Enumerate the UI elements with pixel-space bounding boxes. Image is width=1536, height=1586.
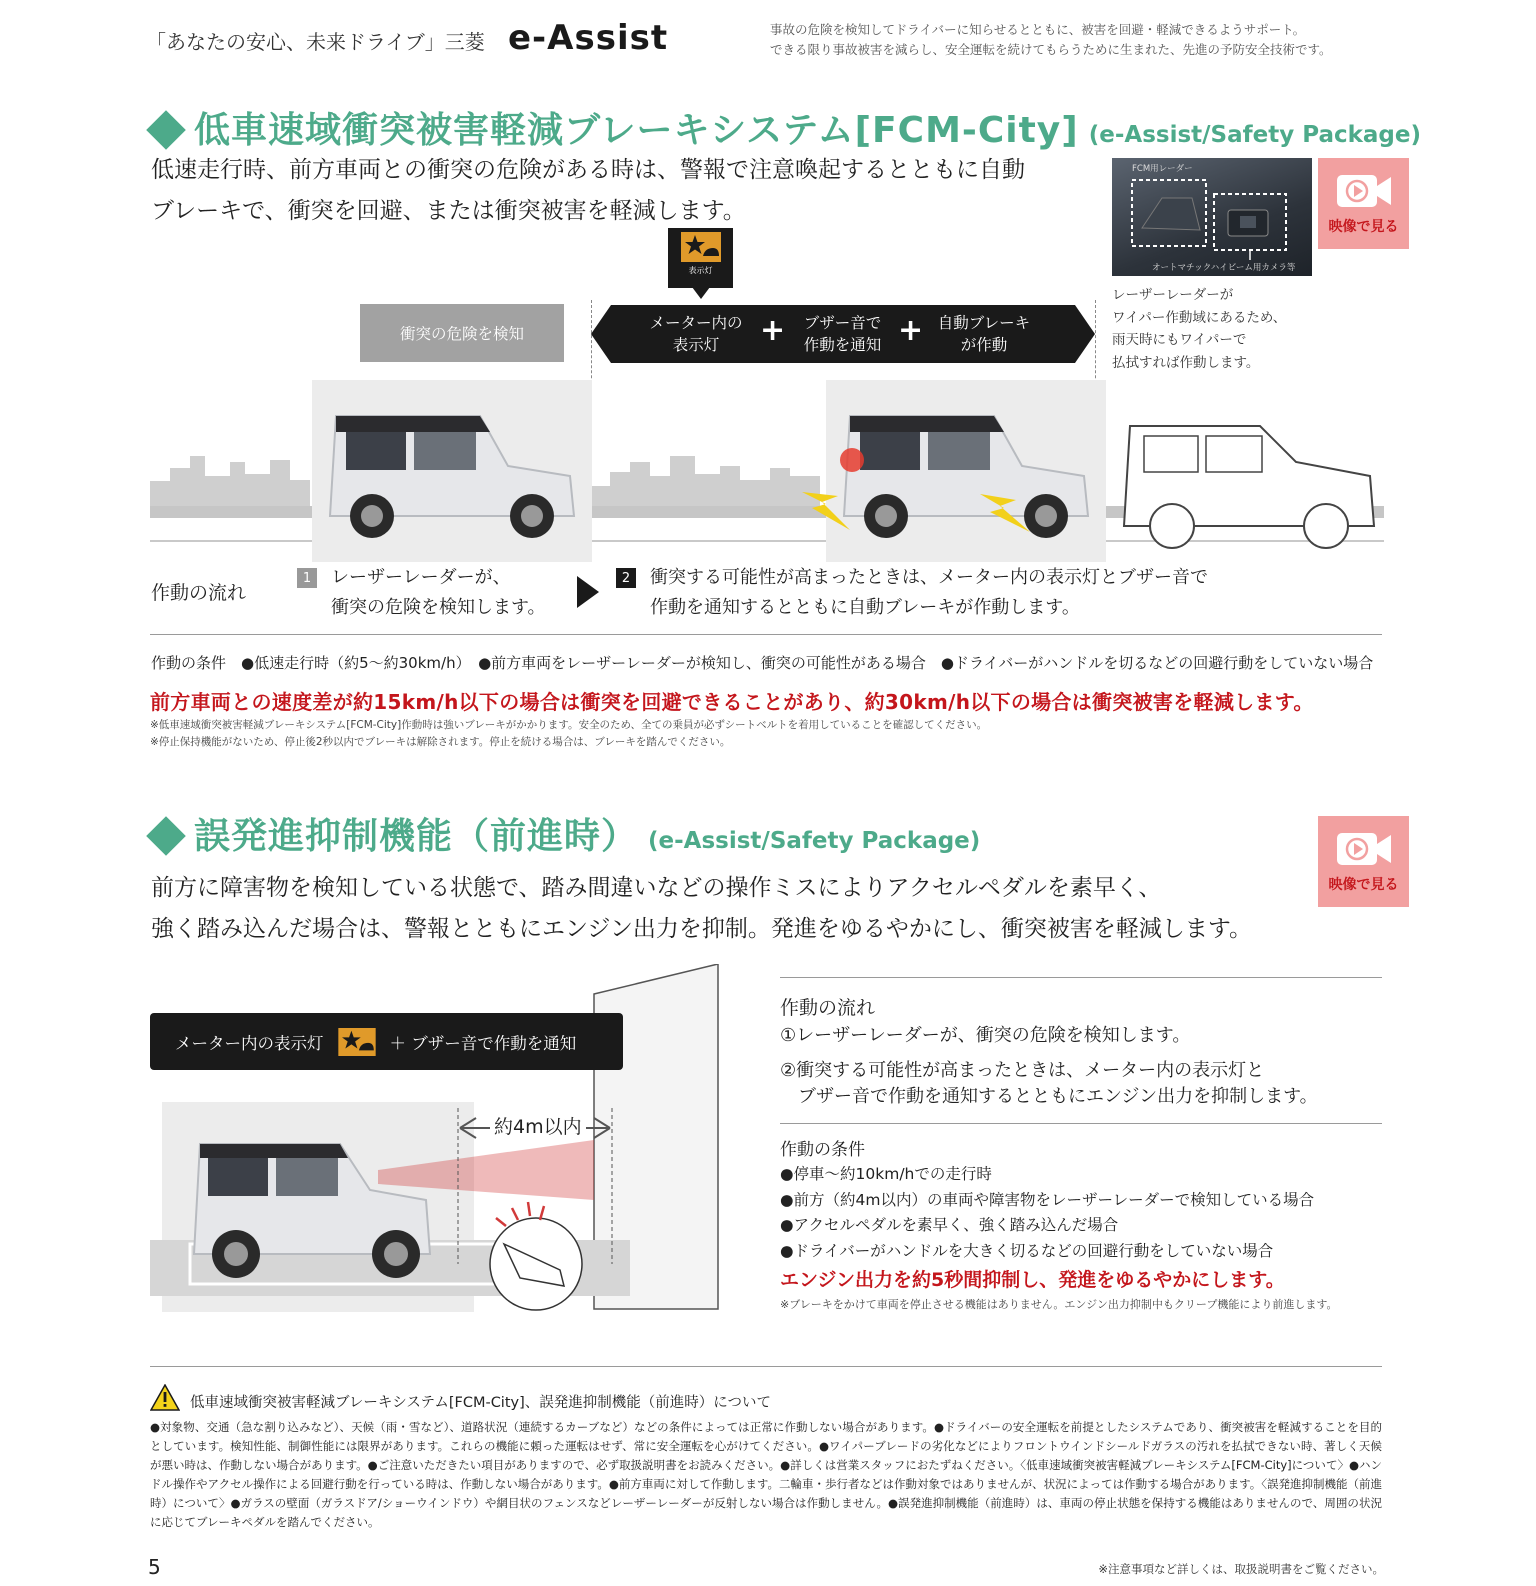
indicator-lamp bbox=[668, 228, 733, 288]
step1-number: 1 bbox=[297, 568, 317, 588]
collision-warning-icon bbox=[681, 232, 721, 262]
section2-mid-divider bbox=[780, 1123, 1382, 1124]
section2-flow-step1: ①レーザーレーダーが、衝突の危険を検知します。 bbox=[780, 1025, 1191, 1046]
section1-lead: 低速走行時、前方車両との衝突の危険がある時は、警報で注意喚起するとともに自動 ブレーキで、衝突を回避、または衝突被害を軽減します。 bbox=[151, 157, 1025, 224]
watch-video-label: 映像で見る bbox=[1328, 218, 1399, 235]
section2-conditions-title: 作動の条件 bbox=[780, 1140, 865, 1160]
distance-label: 約4m以内 bbox=[490, 1112, 586, 1139]
radar-photo-top-tag: FCM用レーダー bbox=[1132, 164, 1193, 174]
section2-highlight: エンジン出力を約5秒間抑制し、発進をゆるやかにします。 bbox=[780, 1269, 1285, 1291]
collision-warning-icon bbox=[338, 1028, 376, 1056]
section1-heading bbox=[146, 102, 1421, 153]
condition-item: ●前方（約4m以内）の車両や障害物をレーザーレーダーで検知している場合 bbox=[780, 1190, 1315, 1209]
warning-icon bbox=[150, 1384, 180, 1411]
banner-meter-lamp: メーター内の 表示灯 bbox=[649, 314, 743, 354]
banner-plus-2: + bbox=[898, 313, 924, 348]
notify-bar bbox=[150, 1013, 623, 1070]
section2-lead: 前方に障害物を検知している状態で、踏み間違いなどの操作ミスによりアクセルペダルを素早く、 強く踏み込んだ場合は、警報とともにエンジン出力を抑制。発進をゆるやかにし、衝突被害を軽減します。 bbox=[151, 875, 1253, 942]
header-tagline: 「あなたの安心、未来ドライブ」三菱 bbox=[146, 30, 485, 54]
radar-note: レーザーレーダーが ワイパー作動域にあるため、 雨天時にもワイパーで 払拭すれば作動します。 bbox=[1112, 287, 1287, 371]
step2-text: 衝突する可能性が高まったときは、メーター内の表示灯とブザー音で 作動を通知するとともに自動ブレーキが作動します。 bbox=[650, 567, 1208, 618]
radar-photo-bottom-tag: オートマチックハイビーム用カメラ等 bbox=[1152, 263, 1296, 273]
warning-body: ●対象物、交通（急な割り込みなど）、天候（雨・雪など）、道路状況（連続するカーブなど）などの条件によっては正常に作動しない場合があります。●ドライバーの安全運転を前提としたシステムであり、衝突被害を軽減することを目的としています。検知性能、制御性能には限界があります。これらの機能に頼った運転はせず、常に安全運転を心がけてください。●ワイパーブレードの劣化などによりフロントウインドシールドガラスの汚れを払拭できない時、著しく天候が悪い時は、作動しない場合があります。●ご注意いただきたい項目がありますので、必ず取扱説明書をお読みください。●詳しくは営業スタッフにおたずねください。〈低車速域衝突被害軽減ブレーキシステム[FCM-City]について〉●ハンドル操作やアクセル操作による回避行動を行っている時は、作動しない場合があります。●前方車両に対して作動します。二輪車・歩行者などは作動対象ではありませんが、状況によっては作動する場合があります。〈誤発進抑制機能（前進時）について〉●ガラスの壁面（ガラスドア/ショーウインドウ）や網目状のフェンスなどレーザーレーダーが反射しない場合は作動しません。●誤発進抑制機能（前進時）は、車両の停止状態を保持する機能はありませんので、周囲の状況に応じてブレーキペダルを踏んでください。 bbox=[150, 1420, 1382, 1529]
page-number: 5 bbox=[148, 1555, 161, 1579]
condition-item: ●停車～約10km/hでの走行時 bbox=[780, 1165, 992, 1183]
section1-highlight: 前方車両との速度差が約15km/h以下の場合は衝突を回避できることがあり、約30km/h以下の場合は衝突被害を軽減します。 bbox=[150, 690, 1314, 714]
section2-flow-step2: ②衝突する可能性が高まったときは、メーター内の表示灯と ブザー音で作動を通知するとともにエンジン出力を抑制します。 bbox=[780, 1060, 1318, 1107]
section2-subtitle: (e-Assist/Safety Package) bbox=[648, 828, 981, 854]
banner-buzzer: ブザー音で 作動を通知 bbox=[803, 314, 882, 354]
section2-top-divider bbox=[780, 977, 1382, 978]
radar-photo-graphic bbox=[1112, 158, 1312, 276]
step-arrow-icon bbox=[577, 576, 599, 608]
section2-note: ※ブレーキをかけて車両を停止させる機能はありません。エンジン出力抑制中もクリープ機能により前進します。 bbox=[780, 1298, 1338, 1311]
diamond-bullet-icon bbox=[146, 816, 186, 856]
video-camera-icon bbox=[1335, 830, 1393, 868]
section2-flow-title: 作動の流れ bbox=[780, 997, 876, 1019]
section2-title: 誤発進抑制機能（前進時） bbox=[194, 816, 639, 857]
video-camera-icon bbox=[1335, 172, 1393, 210]
step1-text: レーザーレーダーが、 衝突の危険を検知します。 bbox=[331, 567, 546, 618]
radar-photo bbox=[1112, 158, 1312, 276]
section1-notes: ※低車速域衝突被害軽減ブレーキシステム[FCM-City]作動時は強いブレーキがかかります。安全のため、全ての乗員が必ずシートベルトを着用していることを確認してください。 ※停止保持機能がないため、停止後2秒以内でブレーキは解除されます。停止を続ける場合は、ブレーキを踏んでください。 bbox=[150, 719, 988, 748]
section1-divider bbox=[150, 634, 1382, 635]
car-3 bbox=[1124, 426, 1374, 548]
fcm-city-illustration bbox=[150, 376, 1384, 562]
warning-title: 低車速域衝突被害軽減ブレーキシステム[FCM-City]、誤発進抑制機能（前進時）について bbox=[190, 1395, 771, 1411]
notify-meter-lamp: メーター内の表示灯 bbox=[175, 1033, 324, 1053]
detect-danger-box: 衝突の危険を検知 bbox=[360, 304, 564, 362]
banner-auto-brake: 自動ブレーキ が作動 bbox=[937, 314, 1031, 354]
watch-video-button-2[interactable] bbox=[1318, 816, 1409, 907]
diamond-bullet-icon bbox=[146, 110, 186, 150]
section1-flow-title: 作動の流れ bbox=[151, 582, 247, 604]
warning-divider bbox=[150, 1366, 1382, 1367]
indicator-label: 表示灯 bbox=[688, 266, 713, 275]
footer-note: ※注意事項など詳しくは、取扱説明書をご覧ください。 bbox=[1098, 1562, 1384, 1576]
section2-heading bbox=[146, 808, 980, 859]
step2-number: 2 bbox=[616, 568, 636, 588]
condition-item: ●アクセルペダルを素早く、強く踏み込んだ場合 bbox=[780, 1216, 1119, 1234]
notify-buzzer: ＋ ブザー音で作動を通知 bbox=[389, 1033, 577, 1053]
watch-video-label-2: 映像で見る bbox=[1328, 876, 1399, 893]
banner-plus-1: + bbox=[760, 313, 786, 348]
section1-subtitle: (e-Assist/Safety Package) bbox=[1088, 122, 1422, 148]
header-description: 事故の危険を検知してドライバーに知らせるとともに、被害を回避・軽減できるようサポート。 できる限り事故被害を減らし、安全運転を続けてもらうために生まれた、先進の予防安全技術です。 bbox=[770, 22, 1332, 57]
section1-conditions: 作動の条件 ●低速走行時（約5～約30km/h） ●前方車両をレーザーレーダーが検知し、衝突の可能性がある場合 ●ドライバーがハンドルを切るなどの回避行動をしていない場合 bbox=[151, 654, 1374, 672]
section2-conditions-list bbox=[780, 1162, 1314, 1264]
section1-title: 低車速域衝突被害軽減ブレーキシステム[FCM-City] bbox=[194, 110, 1079, 151]
e-assist-logo: e-Assist bbox=[508, 18, 669, 58]
condition-item: ●ドライバーがハンドルを大きく切るなどの回避行動をしていない場合 bbox=[780, 1241, 1274, 1260]
watch-video-button[interactable] bbox=[1318, 158, 1409, 249]
indicator-pointer bbox=[692, 287, 710, 299]
